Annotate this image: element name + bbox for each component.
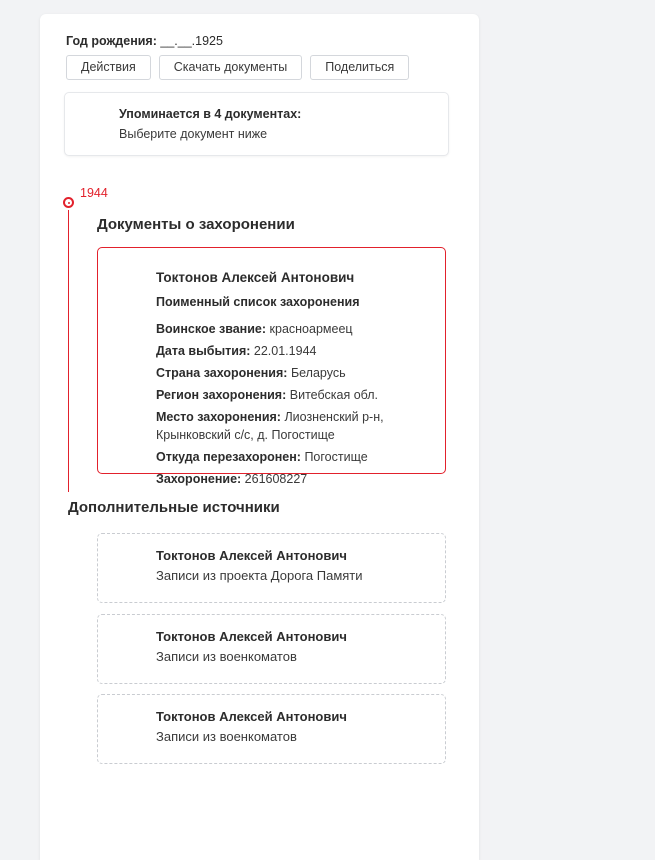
birth-year-label: Год рождения:: [66, 34, 157, 48]
field-key: Страна захоронения:: [156, 366, 288, 380]
source-card[interactable]: [97, 694, 446, 764]
source-person-name: Токтонов Алексей Антонович: [156, 548, 347, 563]
birth-year-value: __.__.1925: [160, 34, 223, 48]
timeline-year-label: 1944: [80, 186, 108, 200]
timeline-line: [68, 210, 69, 492]
timeline-marker-icon: [63, 197, 74, 208]
field-key: Дата выбытия:: [156, 344, 251, 358]
share-button[interactable]: Поделиться: [310, 55, 409, 80]
action-button-row: [66, 55, 409, 80]
field-value: красноармеец: [269, 322, 353, 336]
burial-field: [156, 386, 436, 404]
burial-field: [156, 320, 436, 338]
source-subtitle: Записи из проекта Дорога Памяти: [156, 568, 363, 583]
field-key: Откуда перезахоронен:: [156, 450, 301, 464]
download-documents-button[interactable]: Скачать документы: [159, 55, 302, 80]
source-card[interactable]: [97, 614, 446, 684]
source-subtitle: Записи из военкоматов: [156, 649, 297, 664]
mentions-panel: [64, 92, 449, 156]
burial-field: [156, 408, 436, 444]
source-subtitle: Записи из военкоматов: [156, 729, 297, 744]
burial-document-type: Поименный список захоронения: [156, 295, 360, 309]
burial-field-list: [156, 320, 436, 492]
card-inner: [40, 14, 479, 860]
burial-document-card[interactable]: [97, 247, 446, 486]
field-value: 261608227: [244, 472, 308, 486]
burial-field: [156, 364, 436, 382]
extra-sources-title: Дополнительные источники: [68, 499, 280, 516]
person-detail-card: [40, 14, 479, 860]
burial-field: [156, 470, 436, 488]
source-person-name: Токтонов Алексей Антонович: [156, 629, 347, 644]
actions-button[interactable]: Действия: [66, 55, 151, 80]
burial-field: [156, 448, 436, 466]
burial-field: [156, 342, 436, 360]
field-key: Регион захоронения:: [156, 388, 287, 402]
field-value: 22.01.1944: [253, 344, 317, 358]
birth-year-line: [66, 34, 223, 48]
field-value: Лиозненский р-н, Крынковский с/с, д. Погостище: [156, 410, 384, 442]
field-key: Место захоронения:: [156, 410, 281, 424]
field-value: Беларусь: [290, 366, 346, 380]
source-card[interactable]: [97, 533, 446, 603]
field-value: Погостище: [304, 450, 368, 464]
field-key: Воинское звание:: [156, 322, 267, 336]
field-value: Витебская обл.: [289, 388, 379, 402]
mentions-subtitle: Выберите документ ниже: [119, 127, 268, 141]
field-key: Захоронение:: [156, 472, 242, 486]
source-person-name: Токтонов Алексей Антонович: [156, 709, 347, 724]
burial-person-name: Токтонов Алексей Антонович: [156, 270, 355, 285]
burial-section-title: Документы о захоронении: [97, 216, 295, 233]
mentions-title: Упоминается в 4 документах:: [119, 107, 302, 121]
